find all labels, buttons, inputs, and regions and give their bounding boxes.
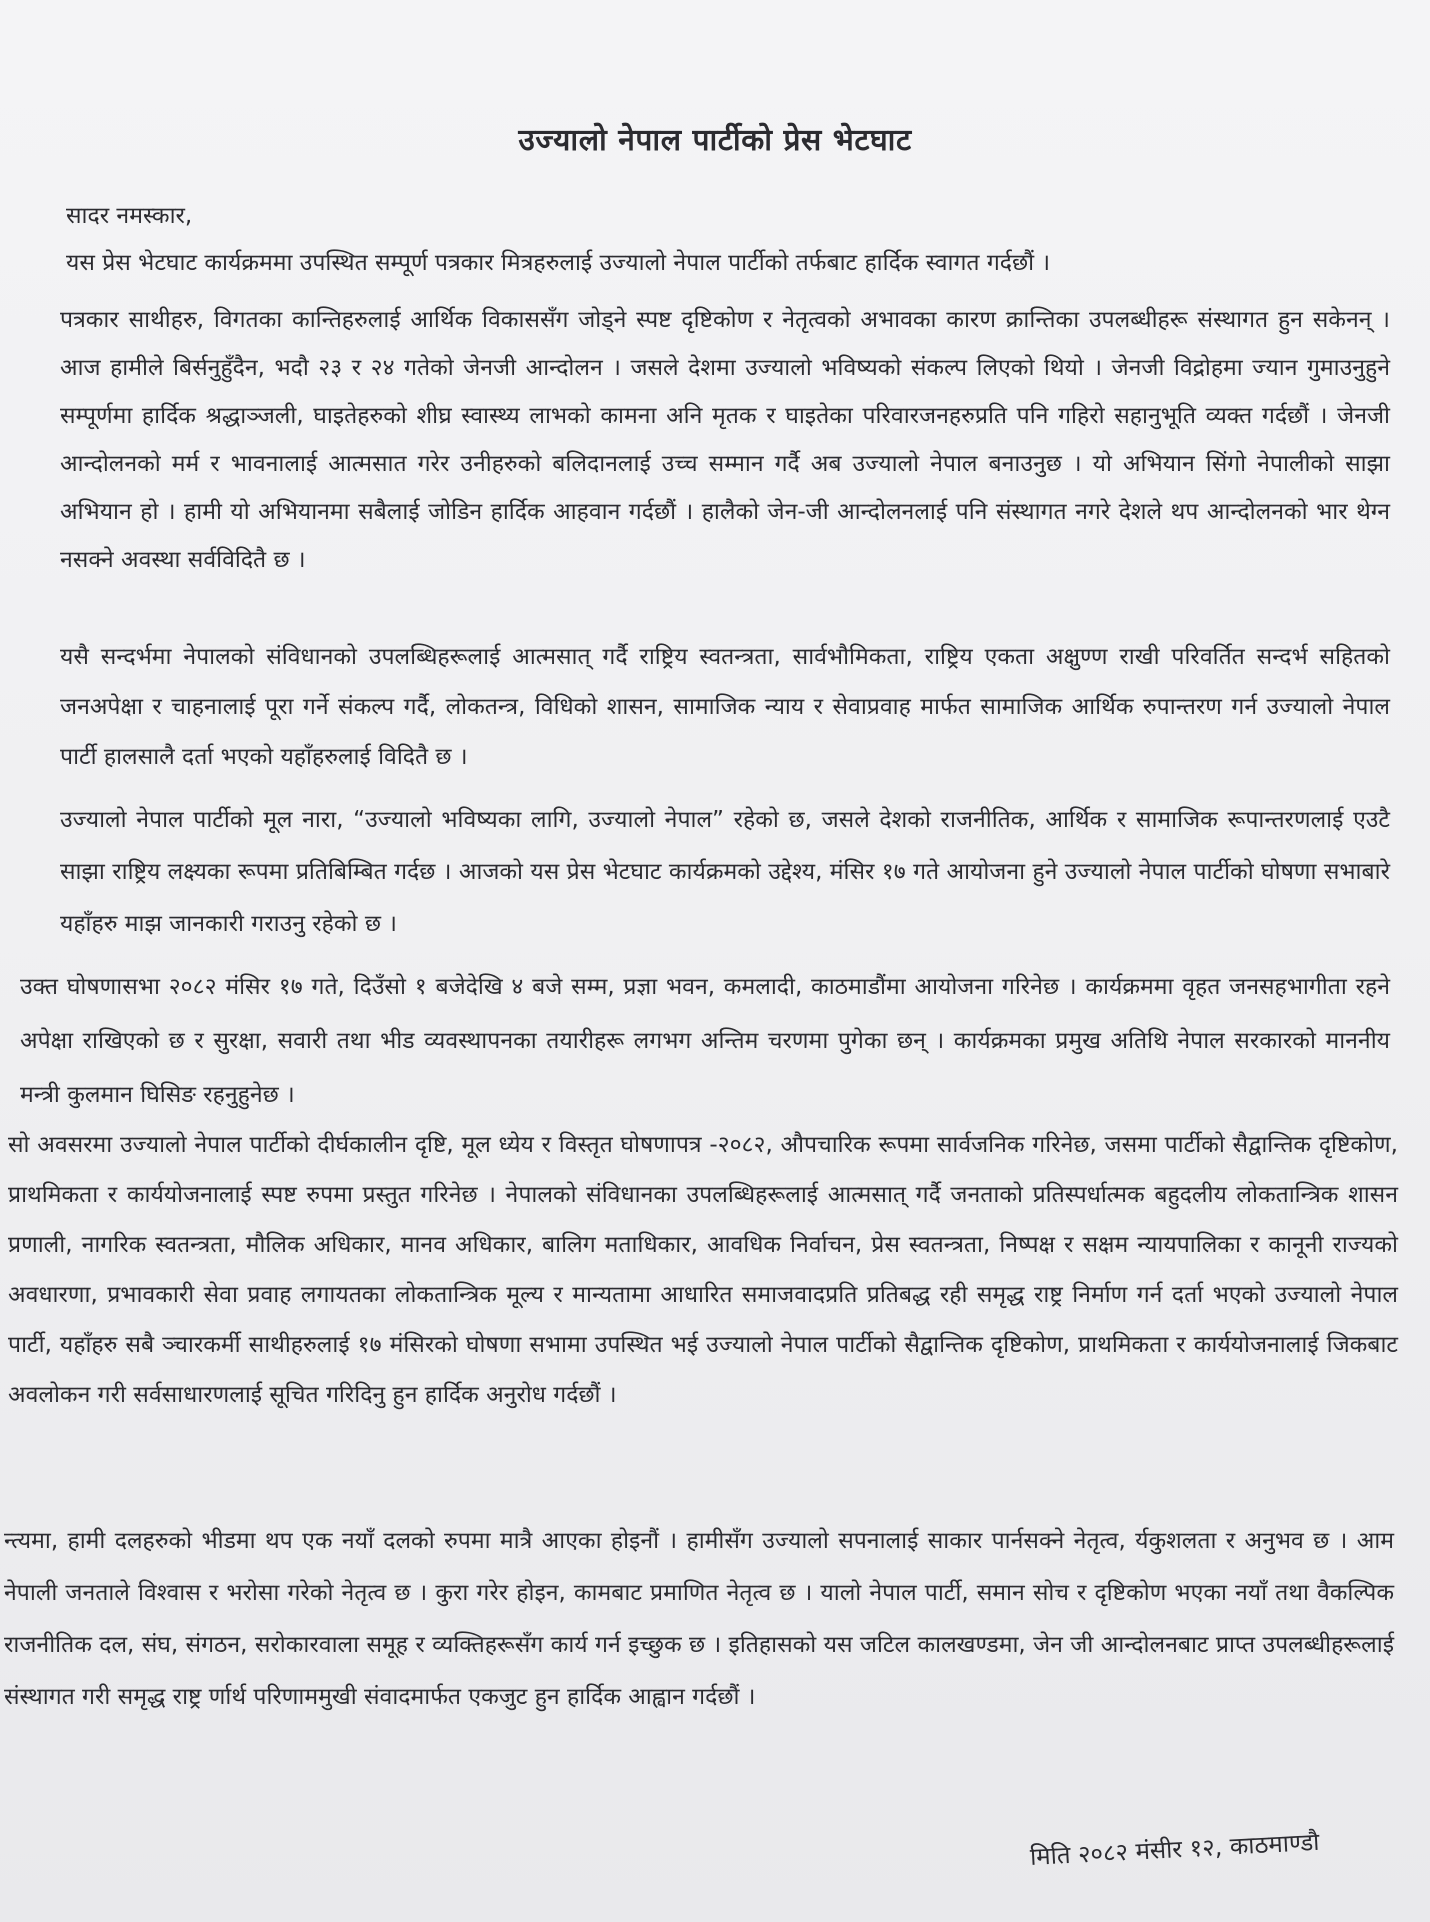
paragraph-event-details: उक्त घोषणासभा २०८२ मंसिर १७ गते, दिउँसो १ बजेदेखि ४ बजे सम्म, प्रज्ञा भवन, कमलादी, काठमाडौंमा आयोजना गरिनेछ । कार्यक्रममा वृहत जनसहभागीता रहने अपेक्षा राखिएको छ र सुरक्षा, सवारी तथा भीड व्यवस्थापनका तयारीहरू लगभग अन्तिम चरणमा पुगेका छन् । कार्यक्रमका प्रमुख अतिथि नेपाल सरकारको माननीय मन्त्री कुलमान घिसिङ रहनुहुनेछ ।	[20, 974, 1390, 1108]
paragraph-party-slogan: उज्यालो नेपाल पार्टीको मूल नारा, “उज्यालो भविष्यका लागि, उज्यालो नेपाल” रहेको छ, जसले देशको राजनीतिक, आर्थिक र सामाजिक रूपान्तरणलाई एउटै साझा राष्ट्रिय लक्ष्यका रूपमा प्रतिबिम्बित गर्दछ । आजको यस प्रेस भेटघाट कार्यक्रमको उद्देश्य, मंसिर १७ गते आयोजना हुने उज्यालो नेपाल पार्टीको घोषणा सभाबारे यहाँहरु माझ जानकारी गराउनु रहेको छ ।	[60, 807, 1390, 937]
date-line: मिति २०८२ मंसीर १२, काठमाण्डौ	[1029, 1827, 1321, 1871]
paragraph-party-registration: यसै सन्दर्भमा नेपालको संविधानको उपलब्धिहरूलाई आत्मसात् गर्दै राष्ट्रिय स्वतन्त्रता, सार्वभौमिकता, राष्ट्रिय एकता अक्षुण्ण राखी परिवर्तित सन्दर्भ सहितको जनअपेक्षा र चाहनालाई पूरा गर्ने संकल्प गर्दै, लोकतन्त्र, विधिको शासन, सामाजिक न्याय र सेवाप्रवाह मार्फत सामाजिक आर्थिक रुपान्तरण गर्न उज्यालो नेपाल पार्टी हालसालै दर्ता भएको यहाँहरुलाई विदितै छ ।	[60, 644, 1390, 770]
paragraph-gen-z-movement: पत्रकार साथीहरु, विगतका कान्तिहरुलाई आर्थिक विकाससँग जोड्ने स्पष्ट दृष्टिकोण र नेतृत्वको अभावका कारण क्रान्तिका उपलब्धीहरू संस्थागत हुन सकेनन् । आज हामीले बिर्सनुहुँदैन, भदौ २३ र २४ गतेको जेनजी आन्दोलन । जसले देशमा उज्यालो भविष्यको संकल्प लिएको थियो । जेनजी विद्रोहमा ज्यान गुमाउनुहुने सम्पूर्णमा हार्दिक श्रद्धाञ्जली, घाइतेहरुको शीघ्र स्वास्थ्य लाभको कामना अनि मृतक र घाइतेका परिवारजनहरुप्रति पनि गहिरो सहानुभूति व्यक्त गर्दछौं । जेनजी आन्दोलनको मर्म र भावनालाई आत्मसात गरेर उनीहरुको बलिदानलाई उच्च सम्मान गर्दै अब उज्यालो नेपाल बनाउनुछ । यो अभियान सिंगो नेपालीको साझा अभियान हो । हामी यो अभियानमा सबैलाई जोडिन हार्दिक आहवान गर्दछौं । हालैको जेन-जी आन्दोलनलाई पनि संस्थागत नगरे देशले थप आन्दोलनको भार थेग्न नसक्ने अवस्था सर्वविदितै छ ।	[60, 307, 1390, 573]
paragraph-closing: न्त्यमा, हामी दलहरुको भीडमा थप एक नयाँ दलको रुपमा मात्रै आएका होइनौं । हामीसँग उज्यालो सपनालाई साकार पार्नसक्ने नेतृत्व, र्यकुशलता र अनुभव छ । आम नेपाली जनताले विश्वास र भरोसा गरेको नेतृत्व छ । कुरा गरेर होइन, कामबाट प्रमाणित नेतृत्व छ । यालो नेपाल पार्टी, समान सोच र दृष्टिकोण भएका नयाँ तथा वैकल्पिक राजनीतिक दल, संघ, संगठन, सरोकारवाला समूह र व्यक्तिहरूसँग कार्य गर्न इच्छुक छ । इतिहासको यस जटिल कालखण्डमा, जेन जी आन्दोलनबाट प्राप्त उपलब्धीहरूलाई संस्थागत गरी समृद्ध राष्ट्र र्णार्थ परिणाममुखी संवादमार्फत एकजुट हुन हार्दिक आह्वान गर्दछौं ।	[4, 1528, 1394, 1710]
document-title: उज्यालो नेपाल पार्टीको प्रेस भेटघाट	[518, 123, 912, 158]
salutation: सादर नमस्कार,	[66, 203, 193, 229]
paragraph-manifesto: सो अवसरमा उज्यालो नेपाल पार्टीको दीर्घकालीन दृष्टि, मूल ध्येय र विस्तृत घोषणापत्र -२०८२, औपचारिक रूपमा सार्वजनिक गरिनेछ, जसमा पार्टीको सैद्वान्तिक दृष्टिकोण, प्राथमिकता र कार्ययोजनालाई स्पष्ट रुपमा प्रस्तुत गरिनेछ । नेपालको संविधानका उपलब्धिहरूलाई आत्मसात् गर्दै जनताको प्रतिस्पर्धात्मक बहुदलीय लोकतान्त्रिक शासन प्रणाली, नागरिक स्वतन्त्रता, मौलिक अधिकार, मानव अधिकार, बालिग मताधिकार, आवधिक निर्वाचन, प्रेस स्वतन्त्रता, निष्पक्ष र सक्षम न्यायपालिका र कानूनी राज्यको अवधारणा, प्रभावकारी सेवा प्रवाह लगायतका लोकतान्त्रिक मूल्य र मान्यतामा आधारित समाजवादप्रति प्रतिबद्ध रही समृद्ध राष्ट्र निर्माण गर्न दर्ता भएको उज्यालो नेपाल पार्टी, यहाँहरु सबै ञ्चारकर्मी साथीहरुलाई १७ मंसिरको घोषणा सभामा उपस्थित भई उज्यालो नेपाल पार्टीको सैद्वान्तिक दृष्टिकोण, प्राथमिकता र कार्ययोजनालाई जिकबाट अवलोकन गरी सर्वसाधारणलाई सूचित गरिदिनु हुन हार्दिक अनुरोध गर्दछौं ।	[8, 1132, 1398, 1408]
welcome-line: यस प्रेस भेटघाट कार्यक्रममा उपस्थित सम्पूर्ण पत्रकार मित्रहरुलाई उज्यालो नेपाल पार्टीको तर्फबाट हार्दिक स्वागत गर्दछौं ।	[66, 250, 1051, 276]
